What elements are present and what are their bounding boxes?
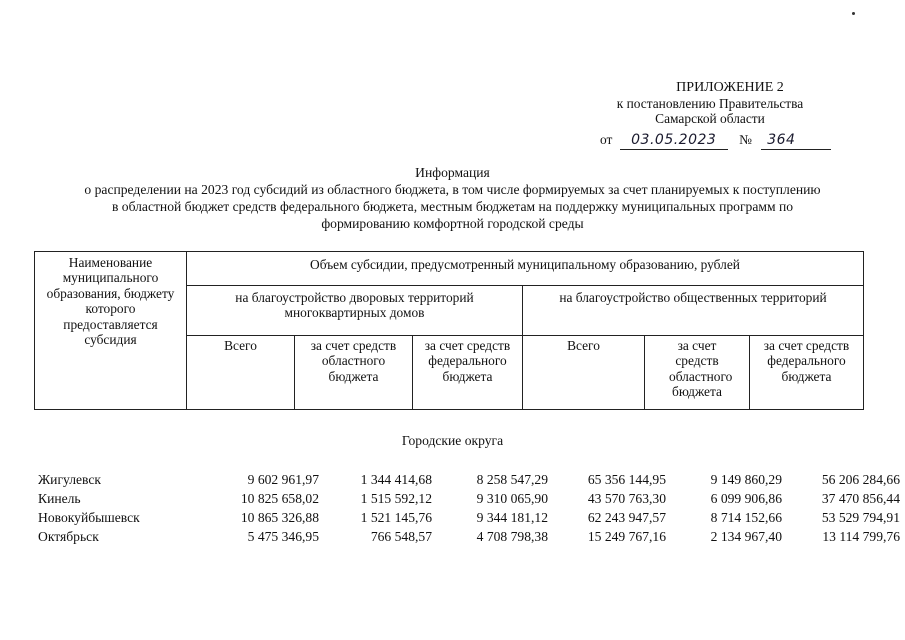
- row-regional-public: 6 099 906,86: [710, 491, 782, 506]
- header-total-public: Всего: [523, 336, 645, 410]
- header-total-yards: Всего: [187, 336, 295, 410]
- header-regional-public: за счет средств областного бюджета: [645, 336, 750, 410]
- header-name-col: Наименование муниципального образования, бюджету которого предоставляется субсидия: [35, 252, 187, 410]
- number-label: №: [739, 132, 752, 147]
- row-federal-yards: 4 708 798,38: [476, 529, 548, 544]
- row-total-public: 62 243 947,57: [587, 510, 666, 525]
- row-total-public: 65 356 144,95: [587, 472, 666, 487]
- table-row: [38, 508, 900, 527]
- row-name: Кинель: [38, 491, 81, 506]
- row-federal-yards: 9 344 181,12: [476, 510, 548, 525]
- handwritten-number: 364: [761, 133, 831, 150]
- row-federal-public: 53 529 794,91: [821, 510, 900, 525]
- row-federal-public: 56 206 284,66: [821, 472, 900, 487]
- row-total-yards: 10 825 658,02: [240, 491, 319, 506]
- header-regional-yards: за счет средств областного бюджета: [295, 336, 413, 410]
- row-regional-yards: 1 521 145,76: [360, 510, 432, 525]
- handwritten-date: 03.05.2023: [620, 133, 728, 150]
- row-regional-public: 8 714 152,66: [710, 510, 782, 525]
- row-federal-public: 13 114 799,76: [822, 529, 900, 544]
- header-table: [34, 251, 864, 410]
- row-total-yards: 9 602 961,97: [247, 472, 319, 487]
- row-name: Октябрьск: [38, 529, 99, 544]
- table-row: [38, 527, 900, 546]
- row-total-public: 15 249 767,16: [587, 529, 666, 544]
- row-total-yards: 5 475 346,95: [247, 529, 319, 544]
- info-text-line2: в областной бюджет средств федерального бюджета, местным бюджетам на поддержку муниципальных программ по: [111, 199, 794, 214]
- header-federal-yards: за счет средств федерального бюджета: [413, 336, 523, 410]
- row-regional-yards: 766 548,57: [370, 529, 432, 544]
- row-name: Новокуйбышевск: [38, 510, 140, 525]
- info-text-line1: о распределении на 2023 год субсидий из областного бюджета, в том числе формируемых за счет планируемых к поступлению: [84, 182, 821, 197]
- row-regional-public: 9 149 860,29: [710, 472, 782, 487]
- row-federal-public: 37 470 856,44: [821, 491, 900, 506]
- row-federal-yards: 9 310 065,90: [476, 491, 548, 506]
- table-row: [38, 470, 900, 489]
- row-federal-yards: 8 258 547,29: [476, 472, 548, 487]
- row-total-public: 43 570 763,30: [587, 491, 666, 506]
- appendix-date-line: [600, 132, 831, 150]
- appendix-title: ПРИЛОЖЕНИЕ 2: [676, 80, 784, 95]
- header-public: на благоустройство общественных территорий: [523, 286, 864, 336]
- row-total-yards: 10 865 326,88: [240, 510, 319, 525]
- header-federal-public: за счет средств федерального бюджета: [750, 336, 864, 410]
- row-regional-yards: 1 344 414,68: [360, 472, 432, 487]
- header-volume: Объем субсидии, предусмотренный муниципальному образованию, рублей: [187, 252, 864, 286]
- appendix-line2: Самарской области: [655, 111, 765, 126]
- appendix-line1: к постановлению Правительства: [616, 95, 804, 111]
- from-label: от: [600, 132, 613, 147]
- data-table: [38, 470, 900, 546]
- info-heading: [20, 164, 885, 232]
- info-title: Информация: [415, 165, 490, 180]
- info-text-line3: формированию комфортной городской среды: [321, 216, 584, 231]
- row-regional-yards: 1 515 592,12: [360, 491, 432, 506]
- header-yards: на благоустройство дворовых территорий многоквартирных домов: [187, 286, 523, 336]
- appendix-block: [560, 80, 860, 148]
- table-row: [38, 489, 900, 508]
- row-name: Жигулевск: [38, 472, 102, 487]
- section-title: Городские округа: [401, 433, 504, 448]
- row-regional-public: 2 134 967,40: [710, 529, 782, 544]
- scan-dot: [852, 12, 855, 15]
